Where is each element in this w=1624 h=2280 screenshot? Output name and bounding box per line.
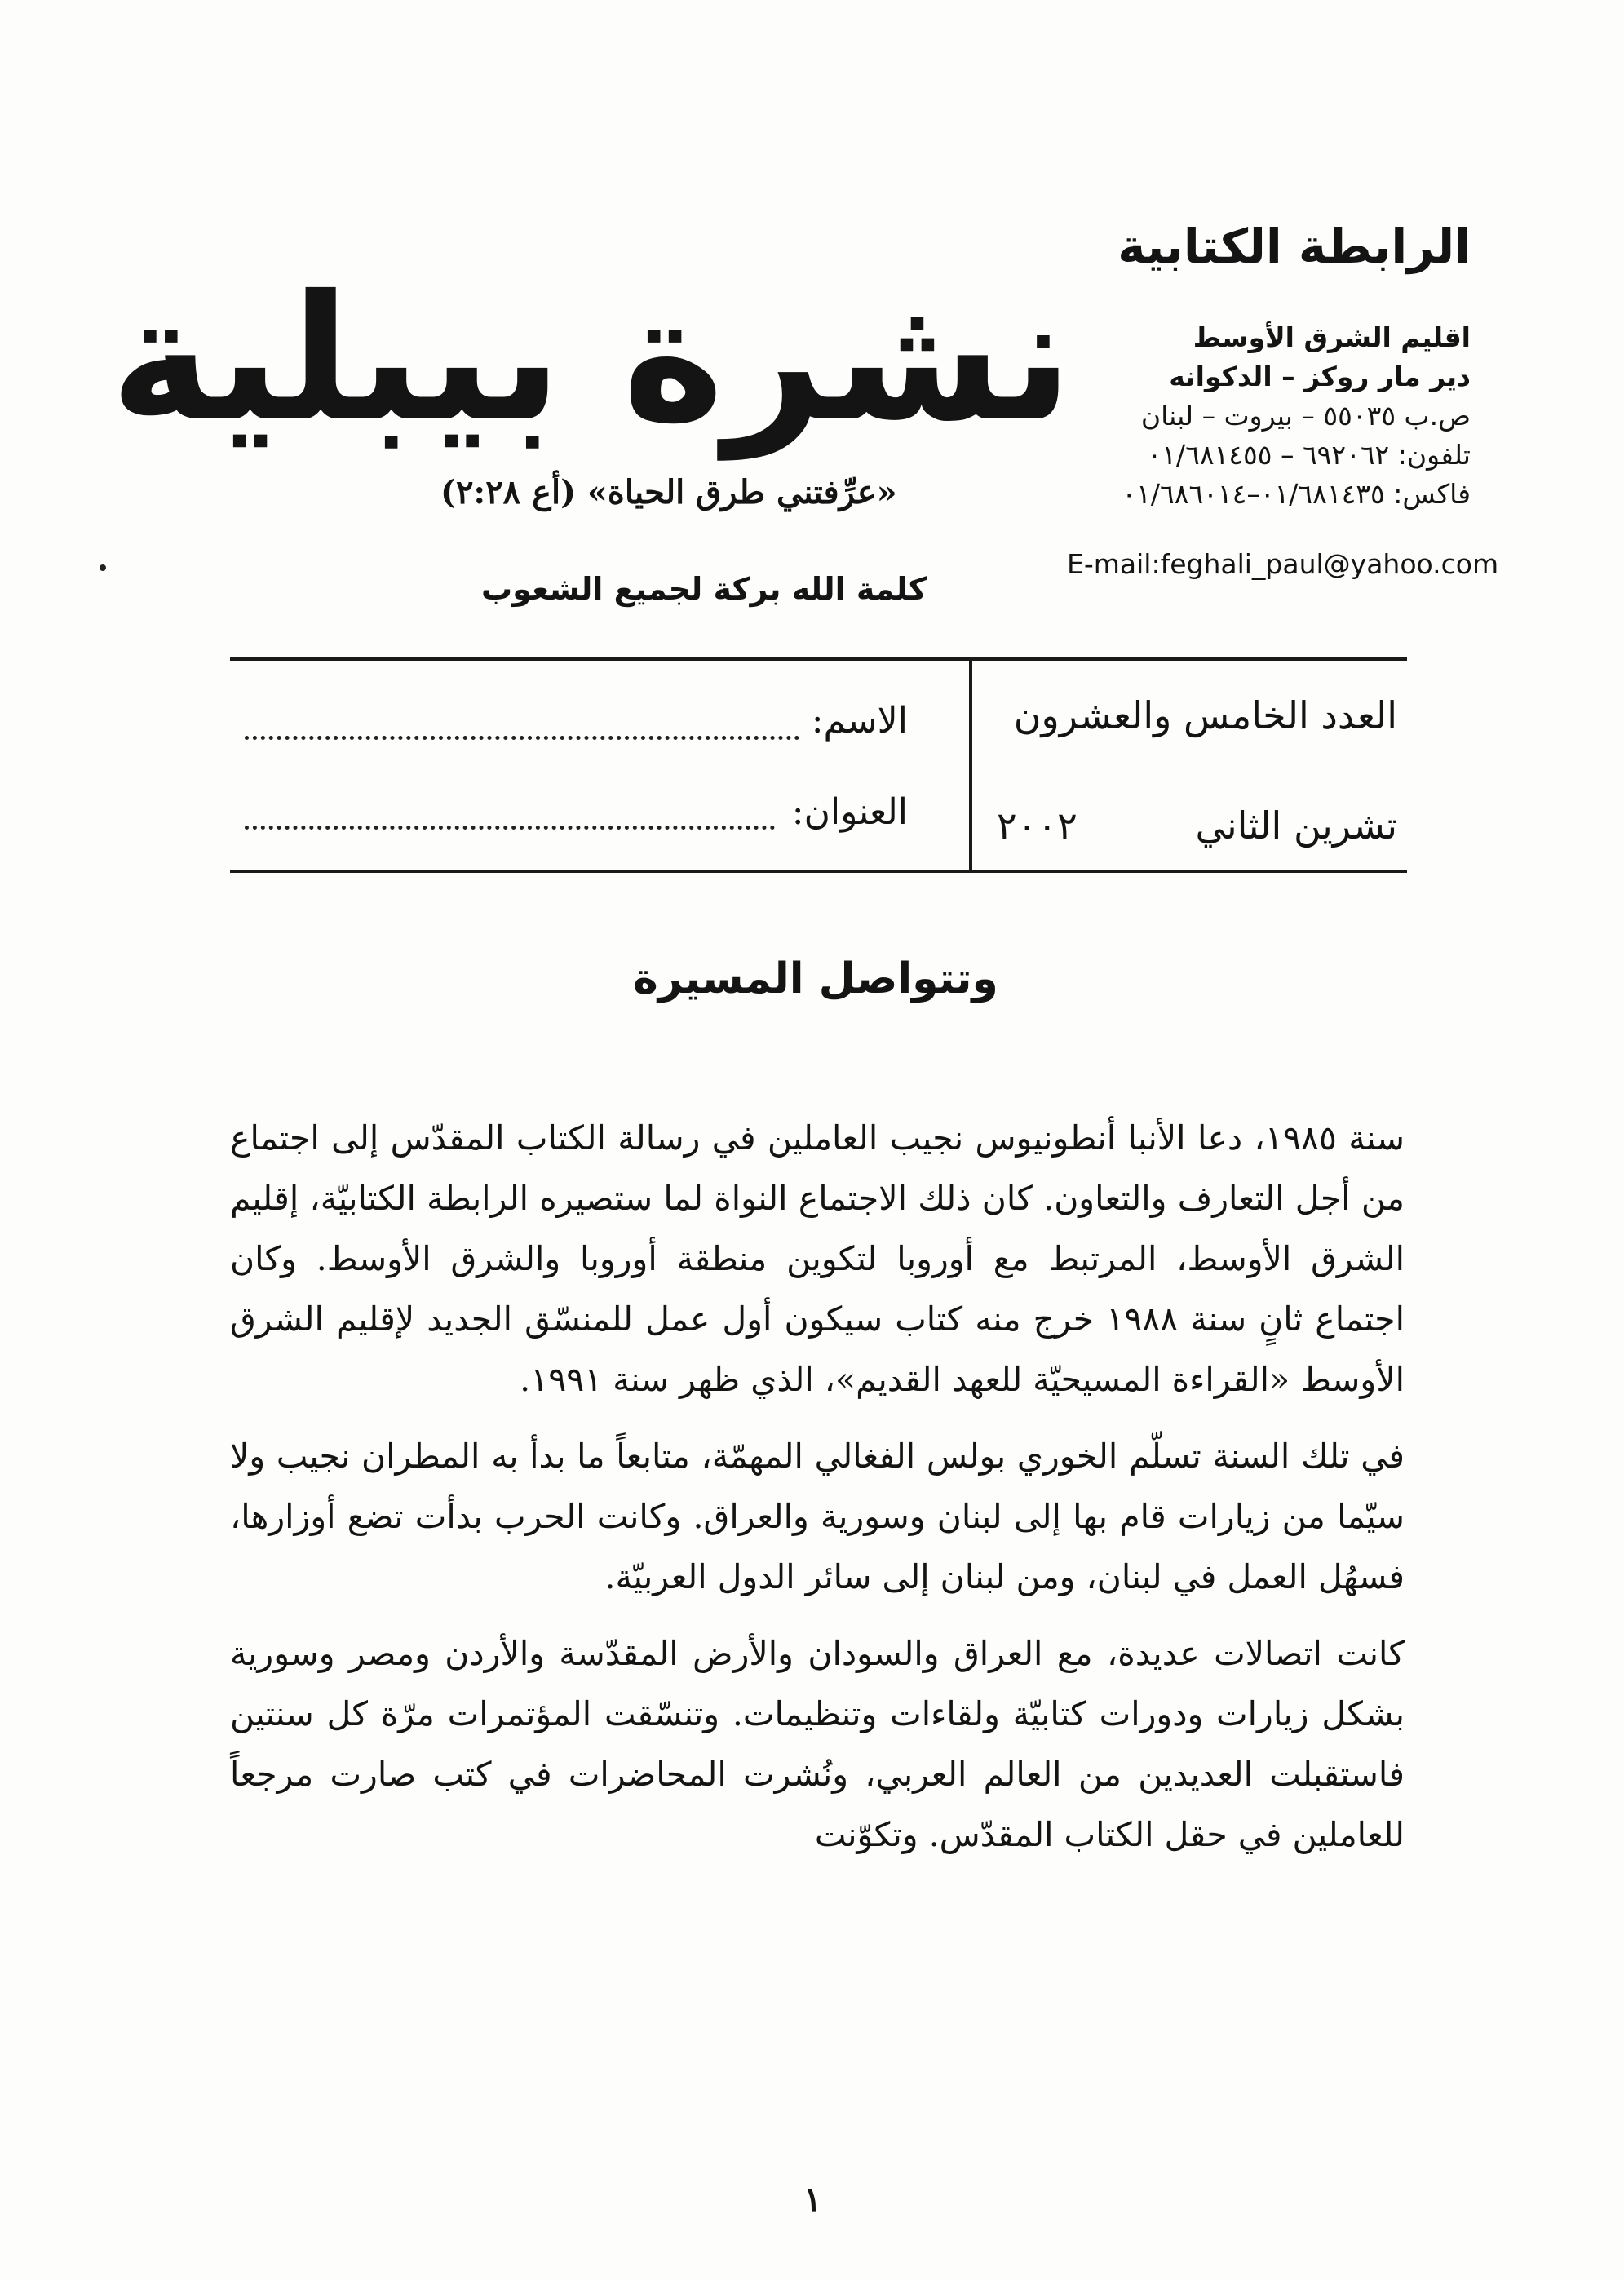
verse-quote: «عرِّفتني طرق الحياة» (أع ٢:٢٨) bbox=[440, 473, 897, 511]
issue-month: تشرين الثاني bbox=[1195, 804, 1397, 848]
address-fill-line bbox=[245, 826, 775, 830]
page-number: ١ bbox=[803, 2180, 822, 2220]
article-paragraph: كانت اتصالات عديدة، مع العراق والسودان والأرض المقدّسة والأردن ومصر وسورية بشكل زيارات ودورات كتابيّة ولقاءات وتنظيمات. وتنسّقت المؤتمرات مرّة كل سنتين فاستقبلت العديدين من العالم العربي، ونُشرت المحاضرات في كتب صارت مرجعاً للعاملين في حقل الكتاب المقدّس. وتكوّنت bbox=[230, 1634, 1405, 1854]
article-title: وتتواصل المسيرة bbox=[633, 954, 998, 1003]
name-label: الاسم: bbox=[811, 700, 908, 742]
organization-name: الرابطة الكتابية bbox=[1117, 219, 1471, 274]
article-body bbox=[230, 1108, 1405, 1881]
table-divider bbox=[969, 659, 972, 871]
region-line: اقليم الشرق الأوسط bbox=[1193, 321, 1471, 353]
address-label: العنوان: bbox=[791, 791, 908, 833]
issue-year: ٢٠٠٢ bbox=[997, 804, 1078, 848]
newsletter-title: نشرة بيبلية bbox=[109, 258, 1073, 459]
name-fill-line bbox=[245, 736, 799, 740]
address-line: دير مار روكز – الدكوانه bbox=[1169, 361, 1471, 392]
email-line: E-mail:feghali_paul@yahoo.com bbox=[1067, 548, 1499, 580]
article-paragraph: في تلك السنة تسلّم الخوري بولس الفغالي المهمّة، متابعاً ما بدأ به المطران نجيب ولا سيّما من زيارات قام بها إلى لبنان وسورية والعراق. وكانت الحرب بدأت تضع أوزارها، فسهُل العمل في لبنان، ومن لبنان إلى سائر الدول العربيّة. bbox=[230, 1437, 1405, 1596]
article-paragraph: سنة ١٩٨٥، دعا الأنبا أنطونيوس نجيب العاملين في رسالة الكتاب المقدّس إلى اجتماع من أجل التعارف والتعاون. كان ذلك الاجتماع النواة لما ستصيره الرابطة الكتابيّة، إقليم الشرق الأوسط، المرتبط مع أوروبا لتكوين منطقة أوروبا والشرق الأوسط. وكان اجتماع ثانٍ سنة ١٩٨٨ خرج منه كتاب سيكون أول عمل للمنسّق الجديد لإقليم الشرق الأوسط «القراءة المسيحيّة للعهد القديم»، الذي ظهر سنة ١٩٩١. bbox=[230, 1118, 1405, 1399]
table-bottom-rule bbox=[230, 870, 1407, 873]
fax-line: فاكس: ٠١/٦٨١٤٣٥–٠١/٦٨٦٠١٤ bbox=[1122, 478, 1471, 510]
phone-line: تلفون: ٦٩٢٠٦٢ – ٠١/٦٨١٤٥٥ bbox=[1147, 439, 1471, 471]
table-top-rule bbox=[230, 657, 1407, 661]
po-box-line: ص.ب ٥٥٠٣٥ – بيروت – لبنان bbox=[1140, 400, 1471, 432]
motto: كلمة الله بركة لجميع الشعوب bbox=[481, 571, 927, 607]
stray-dot bbox=[100, 564, 106, 571]
issue-number: العدد الخامس والعشرون bbox=[1013, 693, 1397, 737]
